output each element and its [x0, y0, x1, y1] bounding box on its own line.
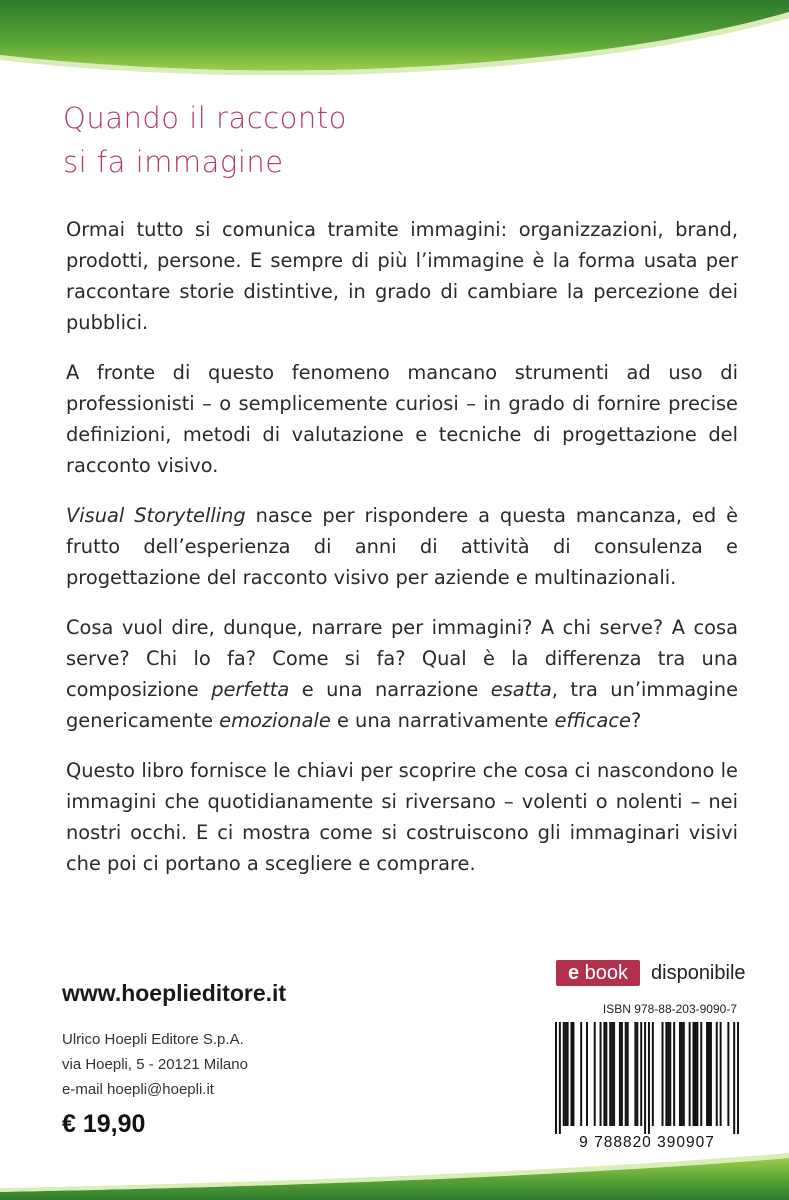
p4-italic-efficace: efficace	[554, 709, 631, 732]
headline	[63, 96, 663, 184]
barcode-bar	[700, 1022, 702, 1126]
ebook-badge	[556, 960, 640, 986]
barcode-bar	[689, 1022, 691, 1126]
barcode-bar	[563, 1022, 565, 1126]
publisher-address: via Hoepli, 5 - 20121 Milano	[62, 1056, 248, 1073]
p4-text-a: Cosa vuol dire, dunque, narrare per immagini? A chi serve? A cosa serve? Chi lo fa? Come si fa? Qual è la differenza tra una composizione	[66, 616, 738, 701]
p4-text-e: , tra un’immagine genericamente	[66, 678, 739, 732]
p4-italic-esatta: esatta	[490, 678, 552, 701]
ebook-badge-e: e	[567, 962, 580, 984]
barcode-bar	[600, 1022, 602, 1126]
blurb-paragraph-4	[66, 612, 738, 736]
p4-italic-perfetta: perfetta	[211, 678, 290, 701]
blurb-paragraph-3-text: nasce per rispondere a questa mancanza, ed è frutto dell’esperienza di anni di attività di consulenza e progettazione del racconto visivo per aziende e multinazionali.	[66, 504, 739, 589]
barcode	[555, 1022, 739, 1134]
barcode-bar	[619, 1022, 621, 1126]
price: € 19,90	[62, 1110, 146, 1138]
barcode-bar	[567, 1022, 569, 1126]
bottom-green-wave	[0, 1150, 789, 1200]
barcode-bar	[694, 1022, 696, 1126]
barcode-digits: 9 788820 390907	[579, 1134, 715, 1151]
barcode-bar	[696, 1022, 698, 1126]
publisher-name: Ulrico Hoepli Editore S.p.A.	[62, 1031, 244, 1048]
publisher-email: e-mail hoepli@hoepli.it	[62, 1081, 214, 1098]
blurb-paragraph-3	[66, 500, 738, 593]
barcode-bar	[636, 1022, 638, 1126]
barcode-bar	[565, 1022, 567, 1126]
ebook-available-label: disponibile	[651, 962, 746, 984]
barcode-bar	[710, 1022, 712, 1126]
barcode-bar	[559, 1022, 561, 1134]
barcode-bar	[634, 1022, 636, 1126]
barcode-bar	[613, 1022, 615, 1126]
headline-line-2: si fa immagine	[63, 145, 284, 179]
barcode-bar	[652, 1022, 654, 1126]
barcode-bar	[570, 1022, 572, 1126]
barcode-bar	[737, 1022, 739, 1134]
barcode-bar	[603, 1022, 605, 1126]
p4-italic-emozionale: emozionale	[219, 709, 331, 732]
barcode-bar	[640, 1022, 642, 1126]
barcode-bar	[648, 1022, 650, 1134]
blurb-paragraph-1: Ormai tutto si comunica tramite immagini: organizzazioni, brand, prodotti, persone. E sempre di più l’immagine è la forma usata per raccontare storie distintive, in grado di cambiare la percezione dei pubblici.	[66, 218, 738, 334]
barcode-bar	[572, 1022, 574, 1126]
barcode-bar	[679, 1022, 681, 1126]
barcode-bar	[693, 1022, 695, 1126]
ebook-badge-book: book	[584, 962, 629, 984]
barcode-bar	[665, 1022, 667, 1126]
barcode-bar	[673, 1022, 675, 1126]
p4-text-c: e una narrazione	[289, 678, 491, 701]
barcode-bar	[669, 1022, 671, 1126]
p4-text-i: ?	[630, 709, 642, 732]
barcode-bar	[727, 1022, 729, 1126]
top-green-wave	[0, 0, 789, 75]
barcode-bar	[627, 1022, 629, 1126]
barcode-bar	[708, 1022, 710, 1126]
publisher-website: www.hoeplieditore.it	[62, 980, 287, 1006]
p4-text-g: e una narrativamente	[330, 709, 555, 732]
barcode-bar	[706, 1022, 708, 1126]
isbn-label: ISBN 978-88-203-9090-7	[602, 1002, 737, 1016]
barcode-bar	[683, 1022, 685, 1126]
barcode-bar	[625, 1022, 627, 1126]
barcode-bar	[555, 1022, 557, 1134]
blurb-paragraph-5: Questo libro fornisce le chiavi per scoprire che cosa ci nascondono le immagini che quotidianamente si riversano – volenti o nolenti – nei nostri occhi. E ci mostra come si costruiscono gli immaginari visivi che poi ci portano a scegliere e comprare.	[66, 759, 738, 875]
barcode-bar	[621, 1022, 623, 1126]
barcode-bar	[586, 1022, 588, 1126]
headline-line-1: Quando il racconto	[63, 101, 347, 135]
book-title-italic: Visual Storytelling	[66, 504, 246, 527]
barcode-bar	[720, 1022, 722, 1126]
barcode-bar	[605, 1022, 607, 1126]
barcode-bar	[580, 1022, 582, 1126]
blurb	[66, 214, 738, 898]
publisher-info	[62, 1027, 248, 1102]
barcode-bar	[662, 1022, 664, 1126]
barcode-bar	[681, 1022, 683, 1126]
barcode-bar	[611, 1022, 613, 1126]
blurb-paragraph-2: A fronte di questo fenomeno mancano strumenti ad uso di professionisti – o semplicemente curiosi – in grado di fornire precise definizioni, metodi di valutazione e tecniche di progettazione del racconto visivo.	[66, 361, 738, 477]
barcode-bar	[609, 1022, 611, 1126]
barcode-bar	[594, 1022, 596, 1126]
barcode-bar	[667, 1022, 669, 1126]
barcode-bar	[644, 1022, 646, 1134]
barcode-bar	[716, 1022, 718, 1126]
barcode-bar	[733, 1022, 735, 1134]
